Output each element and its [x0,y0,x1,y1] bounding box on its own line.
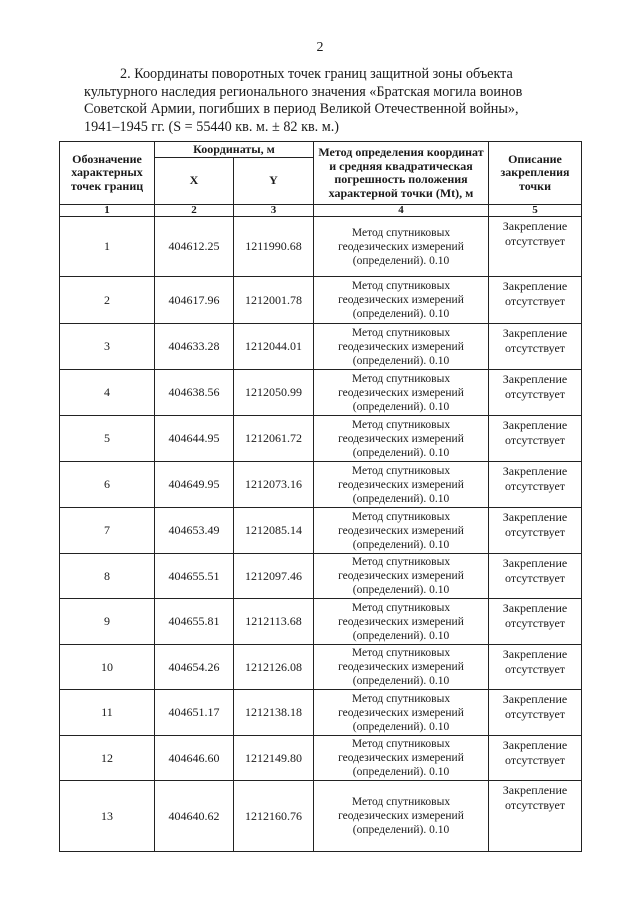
y-coordinate-cell: 1212138.18 [234,690,314,736]
x-coordinate-cell: 404640.62 [155,781,234,852]
section-heading [84,66,580,136]
description-cell: Закрепление отсутствует [489,645,582,690]
header-description: Описание закрепления точки [489,142,582,205]
coordinates-table [59,141,582,852]
y-coordinate-cell: 1212085.14 [234,508,314,554]
method-cell: Метод спутниковых геодезических измерений (определений). 0.10 [314,599,489,645]
description-cell: Закрепление отсутствует [489,462,582,508]
column-number: 1 [60,205,155,217]
y-coordinate-cell: 1212044.01 [234,324,314,370]
x-coordinate-cell: 404654.26 [155,645,234,690]
description-cell: Закрепление отсутствует [489,416,582,462]
method-cell: Метод спутниковых геодезических измерений (определений). 0.10 [314,645,489,690]
y-coordinate-cell: 1212073.16 [234,462,314,508]
x-coordinate-cell: 404655.81 [155,599,234,645]
y-coordinate-cell: 1212061.72 [234,416,314,462]
description-cell: Закрепление отсутствует [489,690,582,736]
point-number-cell: 12 [60,736,155,781]
y-coordinate-cell: 1212149.80 [234,736,314,781]
method-cell: Метод спутниковых геодезических измерений (определений). 0.10 [314,324,489,370]
heading-line: 1941–1945 гг. (S = 55440 кв. м. ± 82 кв. м.) [84,118,340,135]
description-cell: Закрепление отсутствует [489,554,582,599]
x-coordinate-cell: 404633.28 [155,324,234,370]
method-cell: Метод спутниковых геодезических измерений (определений). 0.10 [314,690,489,736]
table-body [60,217,582,852]
table-row [60,416,582,462]
table-row [60,690,582,736]
point-number-cell: 8 [60,554,155,599]
method-cell: Метод спутниковых геодезических измерений (определений). 0.10 [314,416,489,462]
description-cell: Закрепление отсутствует [489,217,582,277]
header-y: Y [234,158,314,205]
method-cell: Метод спутниковых геодезических измерений (определений). 0.10 [314,781,489,852]
x-coordinate-cell: 404651.17 [155,690,234,736]
point-number-cell: 6 [60,462,155,508]
description-cell: Закрепление отсутствует [489,508,582,554]
point-number-cell: 13 [60,781,155,852]
table-row [60,277,582,324]
x-coordinate-cell: 404646.60 [155,736,234,781]
header-method: Метод определения координат и средняя квадратическая погрешность положения характерной точки (Mt), м [314,142,489,205]
table-row [60,370,582,416]
column-number: 2 [155,205,234,217]
x-coordinate-cell: 404638.56 [155,370,234,416]
column-number: 4 [314,205,489,217]
header-x: X [155,158,234,205]
point-number-cell: 2 [60,277,155,324]
description-cell: Закрепление отсутствует [489,781,582,852]
table-row [60,736,582,781]
heading-line: 2. Координаты поворотных точек границ защитной зоны объекта [120,66,513,82]
y-coordinate-cell: 1212097.46 [234,554,314,599]
point-number-cell: 1 [60,217,155,277]
y-coordinate-cell: 1212050.99 [234,370,314,416]
point-number-cell: 11 [60,690,155,736]
table-row [60,462,582,508]
method-cell: Метод спутниковых геодезических измерений (определений). 0.10 [314,508,489,554]
column-number: 3 [234,205,314,217]
table-row [60,645,582,690]
point-number-cell: 10 [60,645,155,690]
page-number: 2 [316,40,324,55]
method-cell: Метод спутниковых геодезических измерений (определений). 0.10 [314,217,489,277]
heading-line: Советской Армии, погибших в период Великой Отечественной войны», [84,101,519,117]
point-number-cell: 4 [60,370,155,416]
x-coordinate-cell: 404653.49 [155,508,234,554]
x-coordinate-cell: 404649.95 [155,462,234,508]
table-row [60,781,582,852]
method-cell: Метод спутниковых геодезических измерений (определений). 0.10 [314,554,489,599]
x-coordinate-cell: 404612.25 [155,217,234,277]
point-number-cell: 9 [60,599,155,645]
header-point: Обозначение характерных точек границ [60,142,155,205]
description-cell: Закрепление отсутствует [489,599,582,645]
point-number-cell: 3 [60,324,155,370]
point-number-cell: 7 [60,508,155,554]
table-row [60,554,582,599]
table-row [60,508,582,554]
description-cell: Закрепление отсутствует [489,277,582,324]
description-cell: Закрепление отсутствует [489,370,582,416]
y-coordinate-cell: 1212113.68 [234,599,314,645]
column-number-row [60,205,582,217]
x-coordinate-cell: 404617.96 [155,277,234,324]
y-coordinate-cell: 1212001.78 [234,277,314,324]
method-cell: Метод спутниковых геодезических измерений (определений). 0.10 [314,736,489,781]
y-coordinate-cell: 1212160.76 [234,781,314,852]
x-coordinate-cell: 404655.51 [155,554,234,599]
method-cell: Метод спутниковых геодезических измерений (определений). 0.10 [314,370,489,416]
description-cell: Закрепление отсутствует [489,324,582,370]
method-cell: Метод спутниковых геодезических измерений (определений). 0.10 [314,277,489,324]
x-coordinate-cell: 404644.95 [155,416,234,462]
table-row [60,217,582,277]
method-cell: Метод спутниковых геодезических измерений (определений). 0.10 [314,462,489,508]
table-row [60,324,582,370]
heading-line: культурного наследия регионального значения «Братская могила воинов [84,83,523,100]
y-coordinate-cell: 1212126.08 [234,645,314,690]
column-number: 5 [489,205,582,217]
y-coordinate-cell: 1211990.68 [234,217,314,277]
table-row [60,599,582,645]
header-coords: Координаты, м [155,142,314,158]
point-number-cell: 5 [60,416,155,462]
description-cell: Закрепление отсутствует [489,736,582,781]
